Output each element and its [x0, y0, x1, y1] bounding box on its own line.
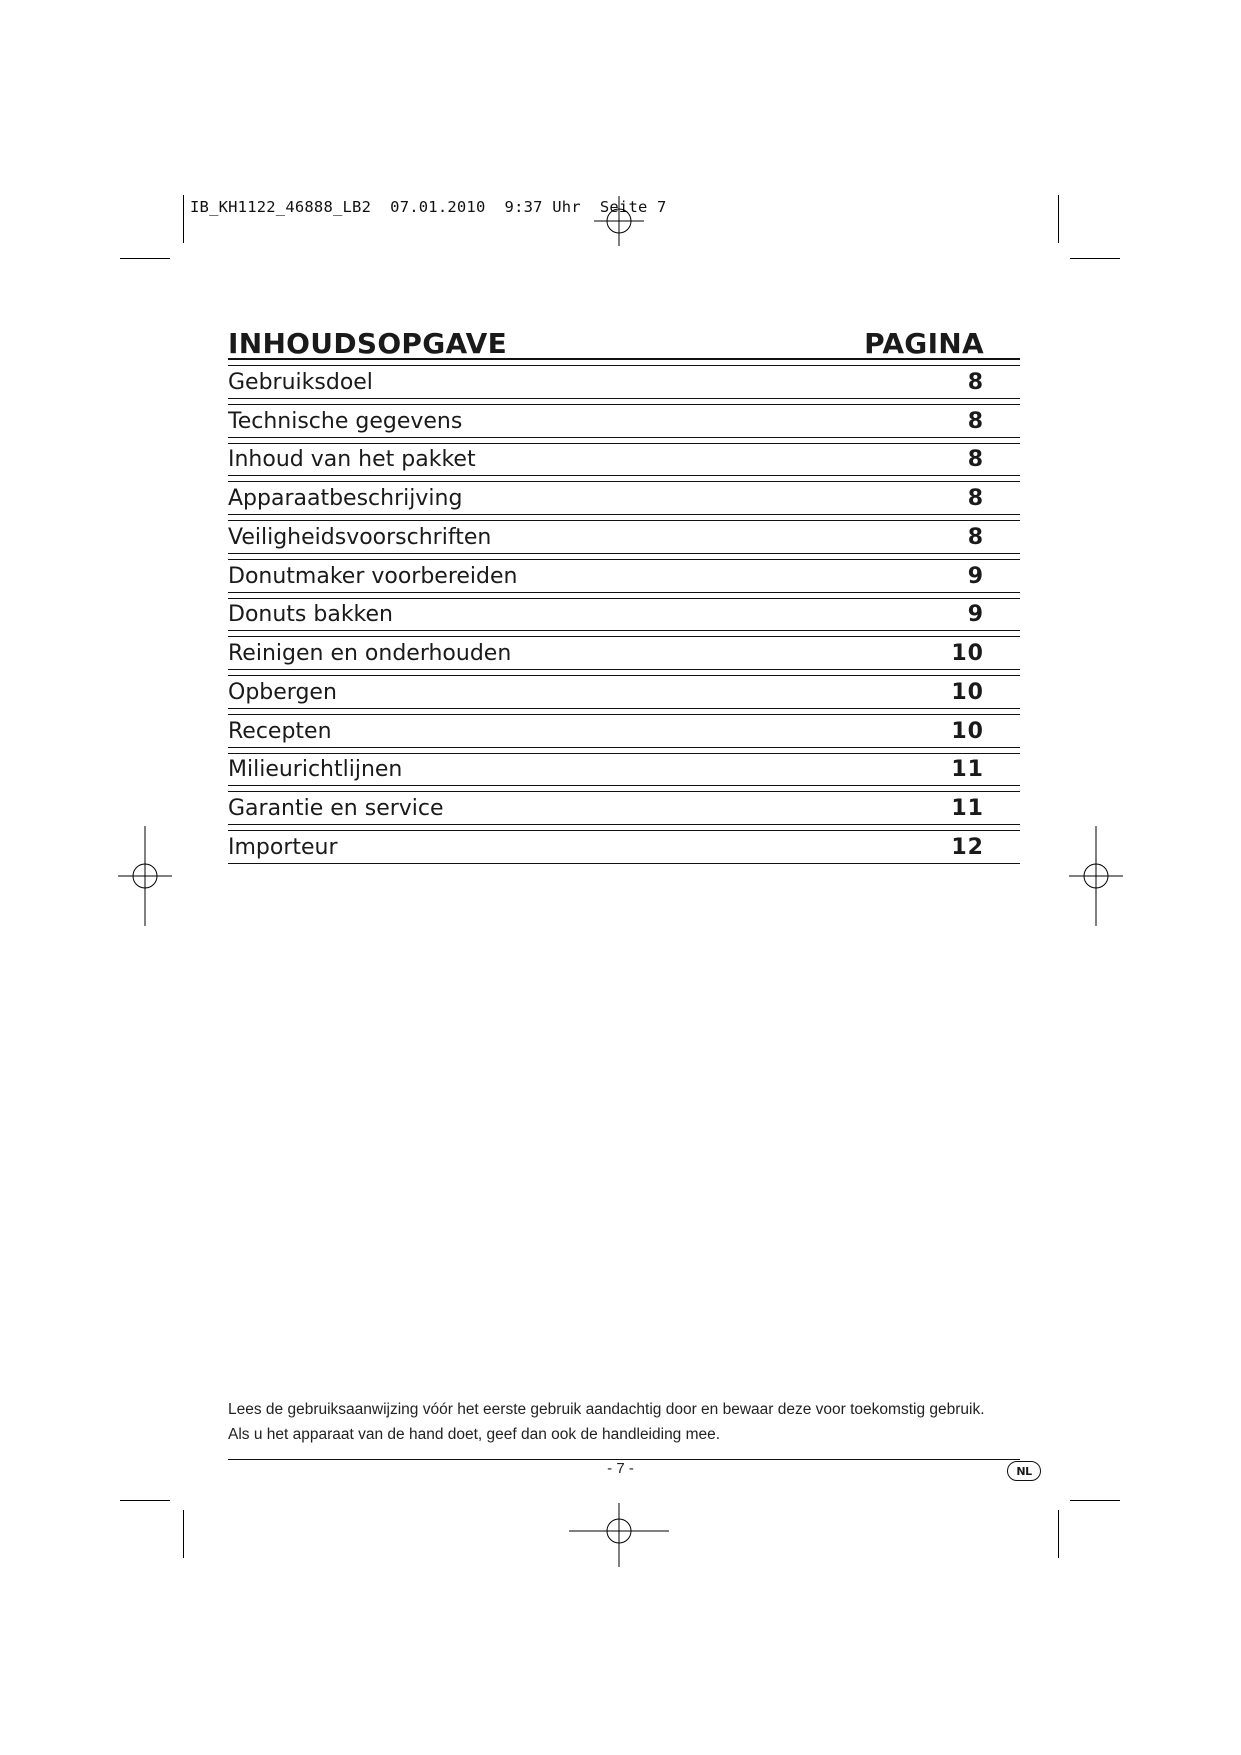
- toc-entry-label: Donutmaker voorbereiden: [228, 563, 518, 589]
- footer-note: [228, 1397, 1020, 1460]
- crop-mark: [1070, 1500, 1120, 1501]
- toc-entry[interactable]: [228, 554, 1020, 593]
- toc-entry[interactable]: [228, 786, 1020, 825]
- toc-title: INHOUDSOPGAVE: [228, 327, 508, 360]
- toc-entry-page: 9: [967, 602, 984, 628]
- toc-entry-label: Milieurichtlijnen: [228, 757, 403, 783]
- language-badge: NL: [1007, 1461, 1041, 1481]
- crop-mark: [1070, 258, 1120, 259]
- registration-mark-icon: [1069, 826, 1123, 926]
- toc-entry-page: 8: [967, 524, 984, 550]
- registration-mark-icon: [569, 1503, 669, 1567]
- toc-entry-label: Reinigen en onderhouden: [228, 641, 512, 666]
- footer-note-line: Lees de gebruiksaanwijzing vóór het eerste gebruik aandachtig door en bewaar deze voor toekomstig gebruik.: [228, 1401, 985, 1418]
- toc-entry-page: 11: [951, 757, 984, 783]
- toc-entry-page: 10: [951, 718, 984, 744]
- toc-entry-page: 12: [951, 834, 984, 860]
- toc-entry-label: Donuts bakken: [228, 602, 393, 628]
- toc-entry-label: Importeur: [228, 834, 338, 860]
- toc-entry-label: Technische gegevens: [228, 408, 463, 434]
- crop-mark: [120, 1500, 170, 1501]
- footer-note-line: Als u het apparaat van de hand doet, geef dan ook de handleiding mee.: [228, 1426, 721, 1443]
- toc-entry-page: 9: [967, 563, 984, 589]
- crop-mark: [1058, 1510, 1059, 1558]
- print-slug-line: IB_KH1122_46888_LB2 07.01.2010 9:37 Uhr Seite 7: [190, 198, 667, 216]
- toc-entry-label: Inhoud van het pakket: [228, 447, 476, 473]
- toc-entry[interactable]: [228, 670, 1020, 709]
- toc-entry[interactable]: [228, 476, 1020, 515]
- toc-entry-label: Apparaatbeschrijving: [228, 486, 463, 511]
- toc-header: [228, 318, 1020, 360]
- toc-entry-label: Opbergen: [228, 679, 337, 705]
- toc-entry-page: 10: [951, 679, 984, 705]
- crop-mark: [183, 195, 184, 243]
- registration-mark-icon: [594, 196, 644, 246]
- toc-entry[interactable]: [228, 748, 1020, 787]
- crop-mark: [183, 1510, 184, 1558]
- toc-entry-label: Recepten: [228, 718, 332, 744]
- toc-page-header: PAGINA: [864, 327, 984, 360]
- toc-entry[interactable]: [228, 631, 1020, 670]
- toc-entry[interactable]: [228, 515, 1020, 554]
- toc-entry-label: Gebruiksdoel: [228, 369, 373, 395]
- toc-entry[interactable]: [228, 438, 1020, 477]
- toc-entry-page: 8: [967, 447, 984, 473]
- toc-entry-page: 8: [967, 369, 984, 395]
- toc-entry-page: 8: [967, 486, 984, 511]
- toc-entry[interactable]: [228, 360, 1020, 399]
- toc-entry-page: 8: [967, 408, 984, 434]
- toc-entry[interactable]: [228, 709, 1020, 748]
- toc-entry[interactable]: [228, 593, 1020, 632]
- page-number: - 7 -: [607, 1460, 634, 1477]
- toc-entry-page: 10: [951, 641, 984, 666]
- crop-mark: [1058, 195, 1059, 243]
- toc-entry-page: 11: [951, 796, 984, 821]
- toc-entry-label: Veiligheidsvoorschriften: [228, 524, 492, 550]
- registration-mark-icon: [118, 826, 172, 926]
- toc-entry-label: Garantie en service: [228, 796, 444, 821]
- toc-entry[interactable]: [228, 399, 1020, 438]
- toc-list: [228, 360, 1020, 864]
- toc-entry[interactable]: [228, 825, 1020, 864]
- crop-mark: [120, 258, 170, 259]
- table-of-contents: [228, 318, 1020, 864]
